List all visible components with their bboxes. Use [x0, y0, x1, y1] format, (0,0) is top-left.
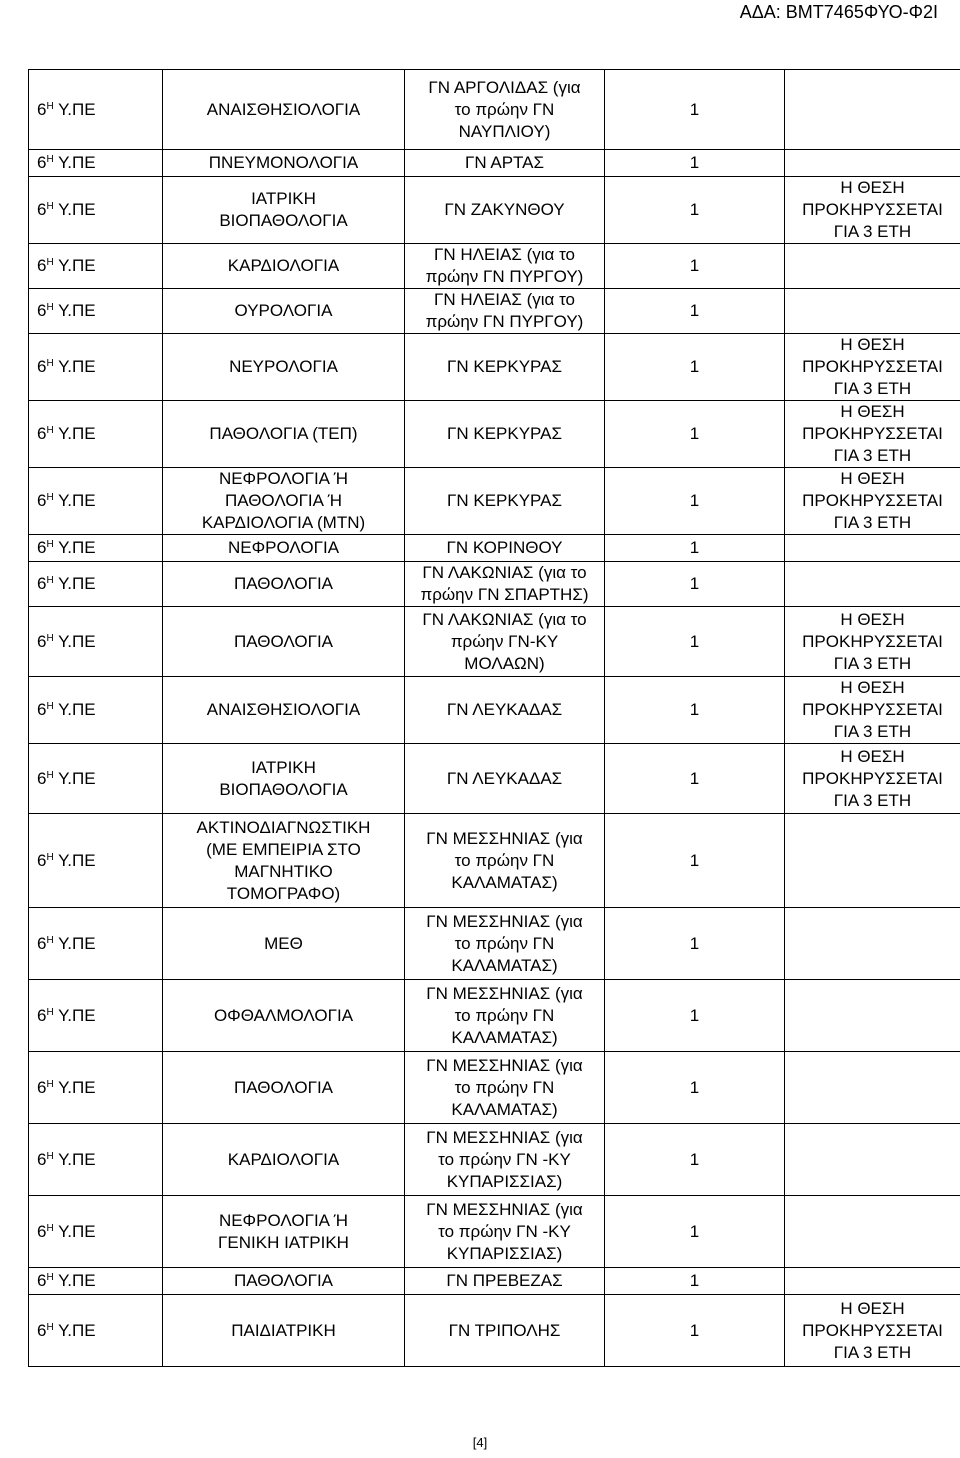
hospital-cell: ΓΝ ΛΕΥΚΑΔΑΣ	[405, 677, 605, 744]
region-number: 6	[37, 99, 47, 119]
region-suffix: Υ.ΠΕ	[58, 1320, 96, 1340]
region-suffix: Υ.ΠΕ	[58, 153, 96, 172]
note-cell	[785, 1196, 960, 1268]
region-cell	[29, 908, 163, 980]
region-cell	[29, 289, 163, 334]
region-cell	[29, 1295, 163, 1367]
region-suffix: Υ.ΠΕ	[58, 850, 96, 870]
hospital-cell: ΓΝ ΚΕΡΚΥΡΑΣ	[405, 334, 605, 401]
note-cell: Η ΘΕΣΗ ΠΡΟΚΗΡΥΣΣΕΤΑΙ ΓΙΑ 3 ΕΤΗ	[785, 468, 960, 535]
region-suffix: Υ.ΠΕ	[58, 1077, 96, 1097]
region-cell	[29, 535, 163, 562]
region-superscript: Η	[46, 100, 54, 112]
region-cell	[29, 980, 163, 1052]
region-suffix: Υ.ΠΕ	[58, 700, 96, 719]
note-cell: Η ΘΕΣΗ ΠΡΟΚΗΡΥΣΣΕΤΑΙ ΓΙΑ 3 ΕΤΗ	[785, 334, 960, 401]
region-superscript: Η	[46, 632, 54, 644]
hospital-cell: ΓΝ ΛΑΚΩΝΙΑΣ (για το πρώην ΓΝ ΣΠΑΡΤΗΣ)	[405, 562, 605, 607]
region-cell	[29, 468, 163, 535]
hospital-cell: ΓΝ ΜΕΣΣΗΝΙΑΣ (για το πρώην ΓΝ -ΚΥ ΚΥΠΑΡΙΣΣΙΑΣ)	[405, 1196, 605, 1268]
note-cell	[785, 289, 960, 334]
region-suffix: Υ.ΠΕ	[58, 574, 96, 593]
note-cell: Η ΘΕΣΗ ΠΡΟΚΗΡΥΣΣΕΤΑΙ ΓΙΑ 3 ΕΤΗ	[785, 177, 960, 244]
count-cell: 1	[605, 334, 785, 401]
note-cell	[785, 980, 960, 1052]
specialty-cell: ΝΕΦΡΟΛΟΓΙΑ Ή ΓΕΝΙΚΗ ΙΑΤΡΙΚΗ	[163, 1196, 405, 1268]
hospital-cell: ΓΝ ΚΕΡΚΥΡΑΣ	[405, 401, 605, 468]
note-cell: Η ΘΕΣΗ ΠΡΟΚΗΡΥΣΣΕΤΑΙ ΓΙΑ 3 ΕΤΗ	[785, 1295, 960, 1367]
count-cell: 1	[605, 401, 785, 468]
region-number: 6	[37, 256, 47, 275]
specialty-cell: ΠΑΙΔΙΑΤΡΙΚΗ	[163, 1295, 405, 1367]
region-cell	[29, 744, 163, 814]
region-number: 6	[37, 1221, 47, 1241]
hospital-cell: ΓΝ ΜΕΣΣΗΝΙΑΣ (για το πρώην ΓΝ ΚΑΛΑΜΑΤΑΣ)	[405, 814, 605, 908]
count-cell: 1	[605, 177, 785, 244]
region-number: 6	[37, 491, 47, 510]
specialty-cell: ΝΕΥΡΟΛΟΓΙΑ	[163, 334, 405, 401]
table-row	[29, 1052, 960, 1124]
region-cell	[29, 814, 163, 908]
hospital-cell: ΓΝ ΑΡΤΑΣ	[405, 150, 605, 177]
region-number: 6	[37, 768, 47, 788]
specialty-cell: ΟΥΡΟΛΟΓΙΑ	[163, 289, 405, 334]
region-superscript: Η	[46, 539, 54, 550]
region-cell	[29, 1196, 163, 1268]
specialty-cell: ΑΚΤΙΝΟΔΙΑΓΝΩΣΤΙΚΗ (ΜΕ ΕΜΠΕΙΡΙΑ ΣΤΟ ΜΑΓΝΗΤΙΚΟ ΤΟΜΟΓΡΑΦΟ)	[163, 814, 405, 908]
count-cell: 1	[605, 744, 785, 814]
region-cell	[29, 1052, 163, 1124]
table-row	[29, 1196, 960, 1268]
region-number: 6	[37, 424, 47, 443]
hospital-cell: ΓΝ ΖΑΚΥΝΘΟΥ	[405, 177, 605, 244]
count-cell: 1	[605, 289, 785, 334]
region-suffix: Υ.ΠΕ	[58, 491, 96, 510]
region-suffix: Υ.ΠΕ	[58, 301, 96, 320]
region-superscript: Η	[46, 1006, 54, 1018]
region-number: 6	[37, 574, 47, 593]
specialty-cell: ΙΑΤΡΙΚΗ ΒΙΟΠΑΘΟΛΟΓΙΑ	[163, 177, 405, 244]
region-number: 6	[37, 1149, 47, 1169]
region-suffix: Υ.ΠΕ	[58, 357, 96, 376]
region-superscript: Η	[46, 769, 54, 781]
note-cell	[785, 1268, 960, 1295]
note-cell	[785, 244, 960, 289]
table-row	[29, 980, 960, 1052]
region-superscript: Η	[46, 257, 54, 268]
region-suffix: Υ.ΠΕ	[58, 631, 96, 651]
region-superscript: Η	[46, 154, 54, 165]
table-row	[29, 468, 960, 535]
note-cell	[785, 814, 960, 908]
table-row	[29, 535, 960, 562]
hospital-cell: ΓΝ ΛΕΥΚΑΔΑΣ	[405, 744, 605, 814]
count-cell: 1	[605, 70, 785, 150]
specialty-cell: ΝΕΦΡΟΛΟΓΙΑ	[163, 535, 405, 562]
count-cell: 1	[605, 908, 785, 980]
region-superscript: Η	[46, 201, 54, 212]
table-row	[29, 607, 960, 677]
region-superscript: Η	[46, 492, 54, 503]
region-number: 6	[37, 1077, 47, 1097]
hospital-cell: ΓΝ ΤΡΙΠΟΛΗΣ	[405, 1295, 605, 1367]
count-cell: 1	[605, 1268, 785, 1295]
table-row	[29, 334, 960, 401]
hospital-cell: ΓΝ ΚΕΡΚΥΡΑΣ	[405, 468, 605, 535]
region-superscript: Η	[46, 1272, 54, 1283]
region-suffix: Υ.ΠΕ	[58, 256, 96, 275]
specialty-cell: ΠΑΘΟΛΟΓΙΑ	[163, 1268, 405, 1295]
count-cell: 1	[605, 1052, 785, 1124]
specialty-cell: ΚΑΡΔΙΟΛΟΓΙΑ	[163, 244, 405, 289]
region-cell	[29, 401, 163, 468]
table-row	[29, 1295, 960, 1367]
specialty-cell: ΑΝΑΙΣΘΗΣΙΟΛΟΓΙΑ	[163, 70, 405, 150]
region-cell	[29, 1268, 163, 1295]
table-row	[29, 562, 960, 607]
region-suffix: Υ.ΠΕ	[58, 933, 96, 953]
region-suffix: Υ.ΠΕ	[58, 1221, 96, 1241]
region-suffix: Υ.ΠΕ	[58, 1149, 96, 1169]
count-cell: 1	[605, 562, 785, 607]
note-cell	[785, 908, 960, 980]
region-cell	[29, 150, 163, 177]
count-cell: 1	[605, 244, 785, 289]
region-suffix: Υ.ΠΕ	[58, 99, 96, 119]
region-suffix: Υ.ΠΕ	[58, 200, 96, 219]
specialty-cell: ΚΑΡΔΙΟΛΟΓΙΑ	[163, 1124, 405, 1196]
region-superscript: Η	[46, 425, 54, 436]
note-cell	[785, 562, 960, 607]
region-cell	[29, 562, 163, 607]
page-number: [4]	[472, 1435, 488, 1450]
specialty-cell: ΠΑΘΟΛΟΓΙΑ (ΤΕΠ)	[163, 401, 405, 468]
region-number: 6	[37, 301, 47, 320]
region-superscript: Η	[46, 358, 54, 369]
region-superscript: Η	[46, 851, 54, 863]
region-suffix: Υ.ΠΕ	[58, 1005, 96, 1025]
count-cell: 1	[605, 468, 785, 535]
note-cell	[785, 1052, 960, 1124]
count-cell: 1	[605, 150, 785, 177]
region-number: 6	[37, 200, 47, 219]
specialty-cell: ΜΕΘ	[163, 908, 405, 980]
region-cell	[29, 244, 163, 289]
region-superscript: Η	[46, 302, 54, 313]
region-number: 6	[37, 1005, 47, 1025]
region-superscript: Η	[46, 575, 54, 586]
region-superscript: Η	[46, 1321, 54, 1333]
specialty-cell: ΙΑΤΡΙΚΗ ΒΙΟΠΑΘΟΛΟΓΙΑ	[163, 744, 405, 814]
region-number: 6	[37, 933, 47, 953]
count-cell: 1	[605, 607, 785, 677]
specialty-cell: ΠΑΘΟΛΟΓΙΑ	[163, 562, 405, 607]
positions-table	[28, 69, 960, 1367]
table-row	[29, 70, 960, 150]
region-cell	[29, 177, 163, 244]
note-cell	[785, 535, 960, 562]
table-row	[29, 1124, 960, 1196]
region-suffix: Υ.ΠΕ	[58, 1271, 96, 1290]
region-superscript: Η	[46, 701, 54, 712]
note-cell: Η ΘΕΣΗ ΠΡΟΚΗΡΥΣΣΕΤΑΙ ΓΙΑ 3 ΕΤΗ	[785, 607, 960, 677]
table-row	[29, 289, 960, 334]
specialty-cell: ΑΝΑΙΣΘΗΣΙΟΛΟΓΙΑ	[163, 677, 405, 744]
region-number: 6	[37, 700, 47, 719]
count-cell: 1	[605, 980, 785, 1052]
hospital-cell: ΓΝ ΗΛΕΙΑΣ (για το πρώην ΓΝ ΠΥΡΓΟΥ)	[405, 244, 605, 289]
hospital-cell: ΓΝ ΠΡΕΒΕΖΑΣ	[405, 1268, 605, 1295]
region-superscript: Η	[46, 1150, 54, 1162]
table-row	[29, 908, 960, 980]
specialty-cell: ΠΑΘΟΛΟΓΙΑ	[163, 1052, 405, 1124]
region-number: 6	[37, 153, 47, 172]
note-cell	[785, 1124, 960, 1196]
table-row	[29, 150, 960, 177]
table-row	[29, 814, 960, 908]
count-cell: 1	[605, 1295, 785, 1367]
hospital-cell: ΓΝ ΜΕΣΣΗΝΙΑΣ (για το πρώην ΓΝ ΚΑΛΑΜΑΤΑΣ)	[405, 908, 605, 980]
hospital-cell: ΓΝ ΑΡΓΟΛΙΔΑΣ (για το πρώην ΓΝ ΝΑΥΠΛΙΟΥ)	[405, 70, 605, 150]
note-cell	[785, 70, 960, 150]
table-row	[29, 1268, 960, 1295]
region-number: 6	[37, 1320, 47, 1340]
region-cell	[29, 677, 163, 744]
count-cell: 1	[605, 1124, 785, 1196]
region-superscript: Η	[46, 934, 54, 946]
hospital-cell: ΓΝ ΜΕΣΣΗΝΙΑΣ (για το πρώην ΓΝ -ΚΥ ΚΥΠΑΡΙΣΣΙΑΣ)	[405, 1124, 605, 1196]
hospital-cell: ΓΝ ΜΕΣΣΗΝΙΑΣ (για το πρώην ΓΝ ΚΑΛΑΜΑΤΑΣ)	[405, 1052, 605, 1124]
region-suffix: Υ.ΠΕ	[58, 538, 96, 557]
region-superscript: Η	[46, 1078, 54, 1090]
count-cell: 1	[605, 814, 785, 908]
specialty-cell: ΠΑΘΟΛΟΓΙΑ	[163, 607, 405, 677]
region-number: 6	[37, 1271, 47, 1290]
specialty-cell: ΝΕΦΡΟΛΟΓΙΑ Ή ΠΑΘΟΛΟΓΙΑ Ή ΚΑΡΔΙΟΛΟΓΙΑ (ΜΤΝ)	[163, 468, 405, 535]
hospital-cell: ΓΝ ΜΕΣΣΗΝΙΑΣ (για το πρώην ΓΝ ΚΑΛΑΜΑΤΑΣ)	[405, 980, 605, 1052]
note-cell: Η ΘΕΣΗ ΠΡΟΚΗΡΥΣΣΕΤΑΙ ΓΙΑ 3 ΕΤΗ	[785, 677, 960, 744]
note-cell: Η ΘΕΣΗ ΠΡΟΚΗΡΥΣΣΕΤΑΙ ΓΙΑ 3 ΕΤΗ	[785, 401, 960, 468]
region-cell	[29, 70, 163, 150]
region-cell	[29, 607, 163, 677]
note-cell: Η ΘΕΣΗ ΠΡΟΚΗΡΥΣΣΕΤΑΙ ΓΙΑ 3 ΕΤΗ	[785, 744, 960, 814]
specialty-cell: ΟΦΘΑΛΜΟΛΟΓΙΑ	[163, 980, 405, 1052]
ada-code: ΑΔΑ: ΒΜΤ7465ΦΥΟ-Φ2Ι	[739, 2, 938, 22]
region-superscript: Η	[46, 1222, 54, 1234]
table-row	[29, 244, 960, 289]
region-number: 6	[37, 631, 47, 651]
region-cell	[29, 334, 163, 401]
table-row	[29, 677, 960, 744]
hospital-cell: ΓΝ ΗΛΕΙΑΣ (για το πρώην ΓΝ ΠΥΡΓΟΥ)	[405, 289, 605, 334]
count-cell: 1	[605, 677, 785, 744]
hospital-cell: ΓΝ ΛΑΚΩΝΙΑΣ (για το πρώην ΓΝ-ΚΥ ΜΟΛΑΩΝ)	[405, 607, 605, 677]
specialty-cell: ΠΝΕΥΜΟΝΟΛΟΓΙΑ	[163, 150, 405, 177]
region-suffix: Υ.ΠΕ	[58, 768, 96, 788]
note-cell	[785, 150, 960, 177]
region-number: 6	[37, 850, 47, 870]
table-row	[29, 744, 960, 814]
region-cell	[29, 1124, 163, 1196]
count-cell: 1	[605, 535, 785, 562]
region-number: 6	[37, 538, 47, 557]
table-row	[29, 177, 960, 244]
region-number: 6	[37, 357, 47, 376]
hospital-cell: ΓΝ ΚΟΡΙΝΘΟΥ	[405, 535, 605, 562]
table-row	[29, 401, 960, 468]
count-cell: 1	[605, 1196, 785, 1268]
region-suffix: Υ.ΠΕ	[58, 424, 96, 443]
